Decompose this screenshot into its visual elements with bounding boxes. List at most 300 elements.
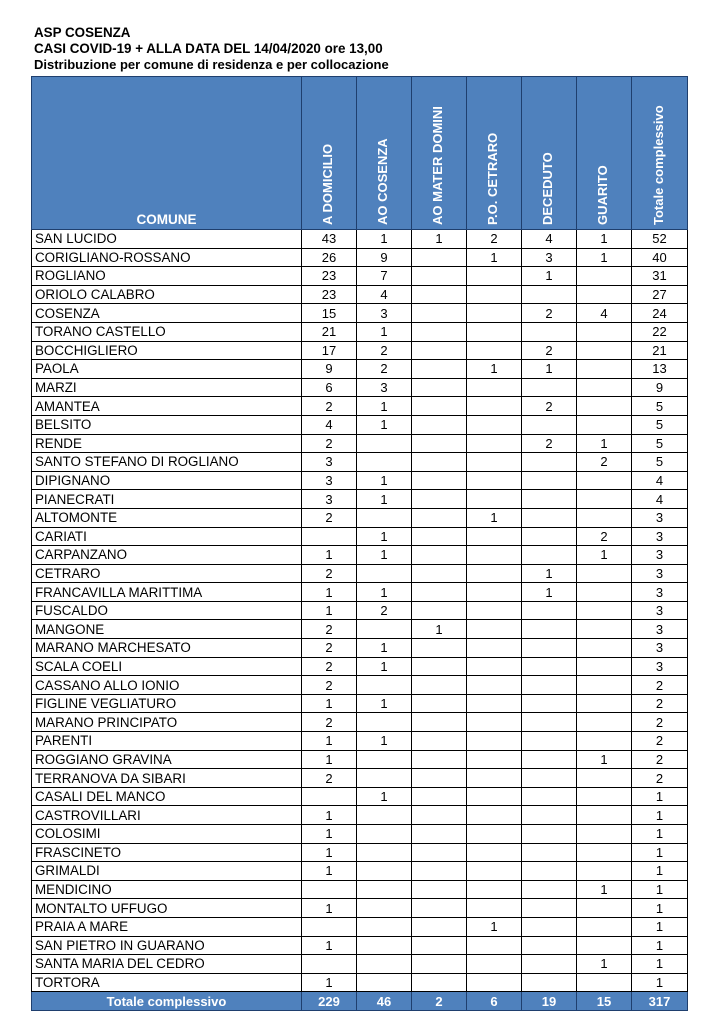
value-cell <box>577 769 632 788</box>
table-row <box>32 769 688 788</box>
value-cell <box>522 378 577 397</box>
column-header-label: Totale complessivo <box>650 105 666 225</box>
total-cell: 46 <box>357 992 412 1011</box>
table-row <box>32 806 688 825</box>
value-cell: 1 <box>522 583 577 602</box>
comune-cell: PAOLA <box>32 360 302 379</box>
value-cell: 2 <box>632 732 688 751</box>
value-cell <box>577 713 632 732</box>
value-cell: 5 <box>632 415 688 434</box>
value-cell <box>412 657 467 676</box>
value-cell: 1 <box>577 955 632 974</box>
value-cell <box>467 322 522 341</box>
value-cell <box>412 267 467 286</box>
value-cell <box>357 825 412 844</box>
value-cell: 1 <box>302 546 357 565</box>
value-cell <box>467 787 522 806</box>
value-cell: 1 <box>357 527 412 546</box>
value-cell: 1 <box>522 267 577 286</box>
value-cell: 27 <box>632 285 688 304</box>
value-cell: 2 <box>522 341 577 360</box>
value-cell: 1 <box>467 360 522 379</box>
value-cell <box>467 676 522 695</box>
value-cell <box>467 285 522 304</box>
value-cell <box>357 899 412 918</box>
value-cell: 3 <box>632 564 688 583</box>
value-cell: 22 <box>632 322 688 341</box>
value-cell <box>357 880 412 899</box>
value-cell <box>577 322 632 341</box>
value-cell <box>467 564 522 583</box>
value-cell: 3 <box>632 527 688 546</box>
value-cell: 1 <box>467 248 522 267</box>
value-cell: 1 <box>577 750 632 769</box>
column-header-label: AO MATER DOMINI <box>430 106 445 225</box>
value-cell <box>357 936 412 955</box>
value-cell: 3 <box>632 639 688 658</box>
comune-cell: SANTO STEFANO DI ROGLIANO <box>32 453 302 472</box>
comune-cell: COSENZA <box>32 304 302 323</box>
comune-cell: RENDE <box>32 434 302 453</box>
comune-cell: PARENTI <box>32 732 302 751</box>
value-cell <box>467 453 522 472</box>
value-cell <box>577 360 632 379</box>
value-cell <box>357 713 412 732</box>
value-cell: 1 <box>302 583 357 602</box>
comune-cell: FRANCAVILLA MARITTIMA <box>32 583 302 602</box>
value-cell <box>522 806 577 825</box>
value-cell <box>357 955 412 974</box>
report-title: CASI COVID-19 + ALLA DATA DEL 14/04/2020 ore 13,00 <box>34 41 383 56</box>
column-header-ao-mater-domini <box>412 77 467 230</box>
value-cell: 2 <box>357 601 412 620</box>
value-cell: 1 <box>357 397 412 416</box>
value-cell: 5 <box>632 434 688 453</box>
value-cell <box>522 657 577 676</box>
table-row <box>32 267 688 286</box>
value-cell: 2 <box>467 230 522 249</box>
value-cell <box>412 899 467 918</box>
value-cell <box>577 732 632 751</box>
value-cell: 1 <box>467 917 522 936</box>
value-cell <box>577 843 632 862</box>
value-cell <box>412 880 467 899</box>
value-cell <box>467 527 522 546</box>
comune-cell: SANTA MARIA DEL CEDRO <box>32 955 302 974</box>
comune-cell: GRIMALDI <box>32 862 302 881</box>
value-cell <box>412 322 467 341</box>
comune-cell: PIANECRATI <box>32 490 302 509</box>
value-cell <box>412 378 467 397</box>
value-cell <box>467 899 522 918</box>
comune-cell: AMANTEA <box>32 397 302 416</box>
value-cell <box>412 917 467 936</box>
comune-cell: SAN LUCIDO <box>32 230 302 249</box>
value-cell <box>302 880 357 899</box>
value-cell <box>467 955 522 974</box>
value-cell: 1 <box>302 601 357 620</box>
value-cell <box>412 825 467 844</box>
value-cell <box>577 899 632 918</box>
value-cell: 2 <box>577 527 632 546</box>
table-row <box>32 397 688 416</box>
value-cell: 1 <box>467 508 522 527</box>
value-cell <box>467 434 522 453</box>
table-row <box>32 248 688 267</box>
value-cell: 2 <box>632 713 688 732</box>
value-cell <box>522 862 577 881</box>
column-header-deceduto <box>522 77 577 230</box>
value-cell: 13 <box>632 360 688 379</box>
value-cell <box>522 732 577 751</box>
table-row <box>32 527 688 546</box>
table-row <box>32 453 688 472</box>
comune-cell: MONTALTO UFFUGO <box>32 899 302 918</box>
value-cell: 2 <box>302 508 357 527</box>
value-cell: 1 <box>357 657 412 676</box>
value-cell <box>357 564 412 583</box>
value-cell: 15 <box>302 304 357 323</box>
value-cell <box>467 806 522 825</box>
comune-cell: MARANO MARCHESATO <box>32 639 302 658</box>
value-cell: 40 <box>632 248 688 267</box>
value-cell <box>357 973 412 992</box>
value-cell <box>357 434 412 453</box>
table-row <box>32 917 688 936</box>
table-row <box>32 639 688 658</box>
value-cell <box>412 973 467 992</box>
value-cell <box>467 694 522 713</box>
value-cell <box>412 527 467 546</box>
comune-cell: MARANO PRINCIPATO <box>32 713 302 732</box>
value-cell <box>412 694 467 713</box>
value-cell <box>577 397 632 416</box>
value-cell: 1 <box>357 415 412 434</box>
value-cell <box>577 583 632 602</box>
value-cell: 2 <box>302 620 357 639</box>
value-cell <box>357 862 412 881</box>
value-cell: 3 <box>632 583 688 602</box>
value-cell: 1 <box>357 732 412 751</box>
comune-cell: CASSANO ALLO IONIO <box>32 676 302 695</box>
value-cell: 1 <box>357 322 412 341</box>
value-cell <box>577 917 632 936</box>
table-row <box>32 899 688 918</box>
comune-cell: FIGLINE VEGLIATURO <box>32 694 302 713</box>
value-cell <box>412 471 467 490</box>
value-cell <box>522 490 577 509</box>
value-cell: 43 <box>302 230 357 249</box>
value-cell <box>522 936 577 955</box>
value-cell <box>522 508 577 527</box>
value-cell <box>467 769 522 788</box>
value-cell: 23 <box>302 267 357 286</box>
value-cell: 2 <box>632 676 688 695</box>
value-cell: 1 <box>302 843 357 862</box>
value-cell: 2 <box>302 713 357 732</box>
value-cell: 2 <box>522 397 577 416</box>
value-cell <box>577 490 632 509</box>
value-cell: 26 <box>302 248 357 267</box>
value-cell <box>522 713 577 732</box>
comune-cell: ROGLIANO <box>32 267 302 286</box>
value-cell: 17 <box>302 341 357 360</box>
value-cell <box>412 453 467 472</box>
value-cell: 1 <box>632 806 688 825</box>
value-cell: 5 <box>632 453 688 472</box>
value-cell: 2 <box>357 360 412 379</box>
value-cell <box>577 508 632 527</box>
value-cell <box>302 917 357 936</box>
table-row <box>32 862 688 881</box>
value-cell: 2 <box>302 676 357 695</box>
value-cell: 9 <box>632 378 688 397</box>
value-cell: 2 <box>522 304 577 323</box>
value-cell <box>412 676 467 695</box>
value-cell <box>412 639 467 658</box>
comune-cell: SAN PIETRO IN GUARANO <box>32 936 302 955</box>
column-header-label: AO COSENZA <box>375 138 390 225</box>
value-cell <box>522 546 577 565</box>
value-cell: 1 <box>357 694 412 713</box>
value-cell <box>412 546 467 565</box>
value-cell: 3 <box>522 248 577 267</box>
table-row <box>32 341 688 360</box>
value-cell <box>577 787 632 806</box>
value-cell <box>357 769 412 788</box>
value-cell: 4 <box>632 471 688 490</box>
comune-cell: COLOSIMI <box>32 825 302 844</box>
value-cell: 3 <box>357 378 412 397</box>
value-cell <box>577 341 632 360</box>
comune-cell: CASTROVILLARI <box>32 806 302 825</box>
table-row <box>32 843 688 862</box>
total-cell: 15 <box>577 992 632 1011</box>
value-cell <box>577 267 632 286</box>
value-cell: 1 <box>302 732 357 751</box>
value-cell <box>577 973 632 992</box>
value-cell: 2 <box>577 453 632 472</box>
comune-cell: DIPIGNANO <box>32 471 302 490</box>
table-row <box>32 620 688 639</box>
value-cell: 9 <box>302 360 357 379</box>
value-cell <box>412 397 467 416</box>
value-cell: 1 <box>357 787 412 806</box>
value-cell <box>412 508 467 527</box>
value-cell <box>522 769 577 788</box>
value-cell <box>357 843 412 862</box>
value-cell <box>412 787 467 806</box>
value-cell: 1 <box>632 973 688 992</box>
value-cell: 2 <box>302 657 357 676</box>
value-cell: 52 <box>632 230 688 249</box>
value-cell <box>522 955 577 974</box>
value-cell: 4 <box>357 285 412 304</box>
value-cell <box>577 564 632 583</box>
value-cell <box>522 843 577 862</box>
value-cell <box>467 341 522 360</box>
value-cell: 9 <box>357 248 412 267</box>
value-cell: 1 <box>357 490 412 509</box>
value-cell <box>522 322 577 341</box>
value-cell <box>412 806 467 825</box>
comune-cell: MENDICINO <box>32 880 302 899</box>
value-cell: 24 <box>632 304 688 323</box>
value-cell <box>412 936 467 955</box>
value-cell: 4 <box>577 304 632 323</box>
total-cell: 229 <box>302 992 357 1011</box>
value-cell: 1 <box>357 583 412 602</box>
value-cell: 1 <box>577 880 632 899</box>
value-cell: 6 <box>302 378 357 397</box>
value-cell <box>522 694 577 713</box>
value-cell <box>522 899 577 918</box>
value-cell <box>302 787 357 806</box>
value-cell <box>412 750 467 769</box>
comune-cell: BELSITO <box>32 415 302 434</box>
value-cell: 1 <box>302 899 357 918</box>
value-cell <box>577 471 632 490</box>
value-cell <box>522 750 577 769</box>
value-cell <box>467 620 522 639</box>
value-cell <box>522 285 577 304</box>
value-cell: 1 <box>577 230 632 249</box>
value-cell <box>467 583 522 602</box>
value-cell <box>357 806 412 825</box>
value-cell <box>467 546 522 565</box>
value-cell: 1 <box>302 973 357 992</box>
total-cell: 2 <box>412 992 467 1011</box>
value-cell: 1 <box>302 936 357 955</box>
value-cell: 1 <box>357 230 412 249</box>
comune-cell: FRASCINETO <box>32 843 302 862</box>
value-cell: 2 <box>302 434 357 453</box>
value-cell <box>467 936 522 955</box>
value-cell <box>522 471 577 490</box>
value-cell <box>357 620 412 639</box>
value-cell: 3 <box>302 490 357 509</box>
value-cell: 1 <box>522 564 577 583</box>
value-cell <box>577 415 632 434</box>
comune-cell: ALTOMONTE <box>32 508 302 527</box>
value-cell <box>467 639 522 658</box>
comune-cell: CARPANZANO <box>32 546 302 565</box>
value-cell <box>522 973 577 992</box>
value-cell: 1 <box>302 750 357 769</box>
table-row <box>32 676 688 695</box>
document-header <box>34 25 389 72</box>
value-cell: 23 <box>302 285 357 304</box>
value-cell: 1 <box>302 694 357 713</box>
report-subtitle: Distribuzione per comune di residenza e per collocazione <box>34 57 389 72</box>
value-cell <box>412 713 467 732</box>
column-header-ao-cosenza <box>357 77 412 230</box>
value-cell: 2 <box>302 639 357 658</box>
value-cell <box>522 453 577 472</box>
value-cell <box>467 415 522 434</box>
value-cell <box>522 825 577 844</box>
value-cell: 2 <box>522 434 577 453</box>
column-header-label: GUARITO <box>595 165 610 225</box>
value-cell: 4 <box>522 230 577 249</box>
table-row <box>32 378 688 397</box>
value-cell <box>577 601 632 620</box>
value-cell <box>357 750 412 769</box>
value-cell: 1 <box>632 899 688 918</box>
value-cell: 2 <box>632 694 688 713</box>
comune-cell: PRAIA A MARE <box>32 917 302 936</box>
comune-cell: ORIOLO CALABRO <box>32 285 302 304</box>
value-cell: 2 <box>632 769 688 788</box>
table-body <box>32 230 688 992</box>
column-header-label: A DOMICILIO <box>320 143 335 225</box>
value-cell <box>467 880 522 899</box>
value-cell <box>302 527 357 546</box>
value-cell <box>467 304 522 323</box>
value-cell <box>412 248 467 267</box>
table-row <box>32 230 688 249</box>
value-cell <box>577 620 632 639</box>
value-cell <box>522 880 577 899</box>
table-row <box>32 732 688 751</box>
value-cell: 3 <box>632 601 688 620</box>
column-header-comune: COMUNE <box>32 77 302 230</box>
comune-cell: CASALI DEL MANCO <box>32 787 302 806</box>
column-header-guarito <box>577 77 632 230</box>
value-cell <box>577 378 632 397</box>
comune-cell: FUSCALDO <box>32 601 302 620</box>
value-cell <box>467 267 522 286</box>
value-cell: 1 <box>632 862 688 881</box>
column-header-totale <box>632 77 688 230</box>
column-header-a-domicilio <box>302 77 357 230</box>
value-cell: 21 <box>302 322 357 341</box>
value-cell <box>357 508 412 527</box>
value-cell: 1 <box>302 806 357 825</box>
comune-cell: TORTORA <box>32 973 302 992</box>
value-cell: 1 <box>522 360 577 379</box>
value-cell <box>577 862 632 881</box>
value-cell: 2 <box>302 769 357 788</box>
value-cell <box>357 676 412 695</box>
value-cell <box>577 694 632 713</box>
value-cell: 1 <box>412 620 467 639</box>
value-cell <box>412 769 467 788</box>
table-row <box>32 471 688 490</box>
table-row <box>32 490 688 509</box>
value-cell: 3 <box>302 471 357 490</box>
value-cell <box>467 843 522 862</box>
value-cell <box>357 917 412 936</box>
value-cell <box>412 583 467 602</box>
table-row <box>32 285 688 304</box>
value-cell: 3 <box>632 620 688 639</box>
table-row <box>32 322 688 341</box>
value-cell <box>412 601 467 620</box>
table-row <box>32 694 688 713</box>
cases-table <box>31 76 688 1011</box>
value-cell <box>412 490 467 509</box>
value-cell <box>522 527 577 546</box>
value-cell: 1 <box>632 880 688 899</box>
comune-cell: ROGGIANO GRAVINA <box>32 750 302 769</box>
value-cell: 1 <box>632 917 688 936</box>
table-row <box>32 508 688 527</box>
header-row <box>32 77 688 230</box>
value-cell <box>467 378 522 397</box>
value-cell <box>412 862 467 881</box>
value-cell <box>357 453 412 472</box>
